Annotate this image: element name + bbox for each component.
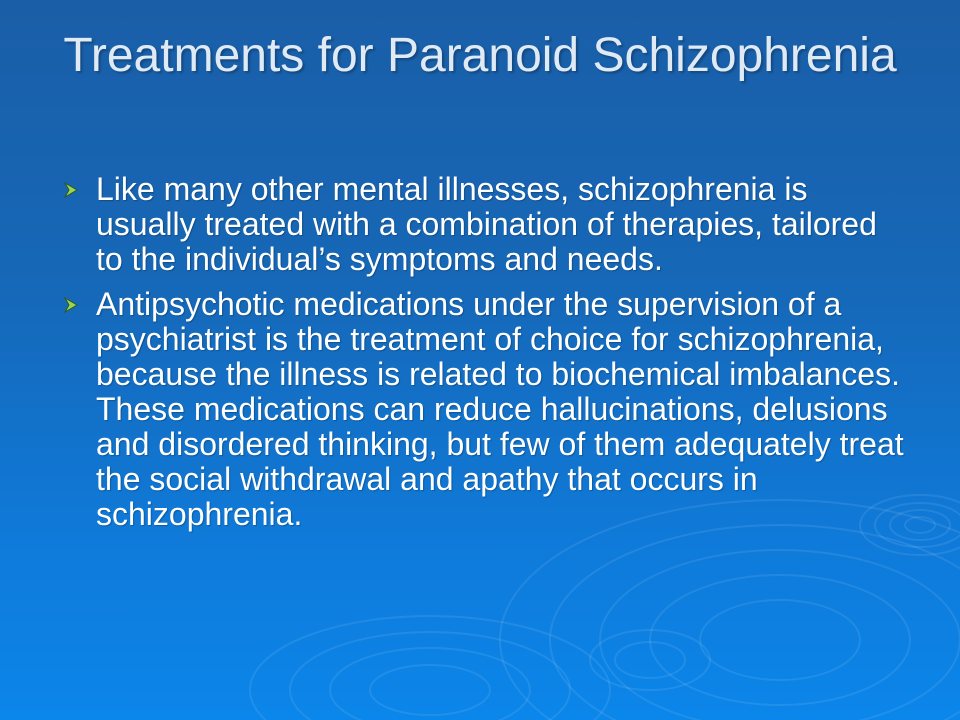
slide-title: Treatments for Paranoid Schizophrenia	[63, 29, 897, 82]
bullet-text: Antipsychotic medications under the supervision of a psychiatrist is the treatment of choice for schizophrenia, because the illness is related to biochemical imbalances. These medications can reduce hallucinations, delusions and disordered thinking, but few of them adequately treat the social withdrawal and apathy that occurs in schizophrenia.	[96, 286, 904, 532]
bullet-text: Like many other mental illnesses, schizophrenia is usually treated with a combination of therapies, tailored to the individual’s symptoms and needs.	[96, 171, 877, 277]
arrowhead-bullet-icon	[62, 181, 80, 199]
list-item	[60, 172, 910, 277]
arrowhead-bullet-icon	[62, 296, 80, 314]
bullet-list	[60, 172, 910, 542]
list-item	[60, 287, 910, 532]
